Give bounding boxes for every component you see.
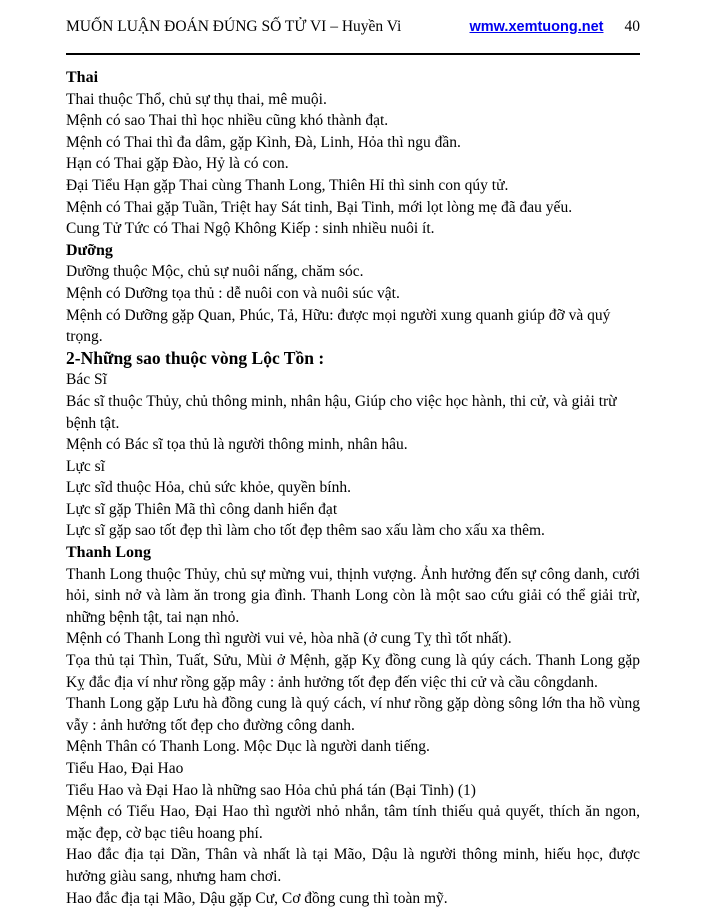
subsection-label-luc-si: Lực sĩ	[66, 457, 105, 475]
subsection-label-tieu-hao-dai-hao: Tiểu Hao, Đại Hao	[66, 760, 184, 777]
text-line: Dưỡng thuộc Mộc, chủ sự nuôi nấng, chăm sóc.	[66, 263, 364, 281]
section-heading-duong: Dưỡng	[66, 241, 113, 259]
website-link[interactable]: wmw.xemtuong.net	[469, 19, 604, 35]
text-line: Bác sĩ thuộc Thủy, chủ thông minh, nhân hậu, Giúp cho việc học hành, thi cử, và giải trừ bệnh tật.	[66, 392, 617, 432]
doc-title: MUỐN LUẬN ĐOÁN ĐÚNG SỐ TỬ VI – Huyền Vi	[66, 18, 402, 35]
text-line: Mệnh có sao Thai thì học nhiều cũng khó thành đạt.	[66, 112, 389, 130]
document-body	[66, 67, 640, 909]
text-line: Mệnh có Dưỡng tọa thủ : dễ nuôi con và nuôi súc vật.	[66, 284, 400, 302]
page-header	[66, 17, 640, 37]
page-number: 40	[624, 18, 640, 35]
text-paragraph: Thanh Long thuộc Thủy, chủ sự mừng vui, thịnh vượng. Ảnh hưởng đến sự công danh, cưới hỏi, sinh nở và làm ăn trong gia đình. Thanh Long còn là một sao cứu giải có thể giải trừ, những bệnh tật, tai nạn nhỏ.	[66, 565, 640, 626]
text-line: Đại Tiểu Hạn gặp Thai cùng Thanh Long, Thiên Hỉ thì sinh con qúy tử.	[66, 176, 509, 194]
text-line: Hao đắc địa tại Mão, Dậu gặp Cư, Cơ đồng cung thì toàn mỹ.	[66, 889, 448, 907]
subsection-label-bac-si: Bác Sĩ	[66, 371, 107, 389]
text-line: Mệnh có Dưỡng gặp Quan, Phúc, Tả, Hữu: được mọi người xung quanh giúp đỡ và quý trọng.	[66, 306, 611, 346]
text-line: Mệnh có Thai gặp Tuần, Triệt hay Sát tinh, Bại Tinh, mới lọt lòng mẹ đã đau yếu.	[66, 198, 573, 216]
text-paragraph: Hao đắc địa tại Dần, Thân và nhất là tại Mão, Dậu là người thông minh, hiếu học, được hưởng giàu sang, nhưng ham chơi.	[66, 846, 640, 885]
text-line: Lực sĩd thuộc Hỏa, chủ sức khỏe, quyền bính.	[66, 479, 351, 497]
text-line: Hạn có Thai gặp Đào, Hỷ là có con.	[66, 155, 289, 173]
text-line: Tiểu Hao và Đại Hao là những sao Hỏa chủ phá tán (Bại Tinh) (1)	[66, 781, 476, 799]
text-line: Mệnh có Thai thì đa dâm, gặp Kình, Đà, Linh, Hỏa thì ngu đần.	[66, 133, 461, 151]
section-heading-thai: Thai	[66, 69, 99, 86]
text-line: Mệnh Thân có Thanh Long. Mộc Dục là người danh tiếng.	[66, 738, 430, 756]
section-heading-thanh-long: Thanh Long	[66, 544, 151, 562]
section-heading-loc-ton: 2-Những sao thuộc vòng Lộc Tồn :	[66, 347, 325, 368]
text-line: Thai thuộc Thổ, chủ sự thụ thai, mê muội.	[66, 90, 327, 108]
text-paragraph: Tọa thủ tại Thìn, Tuất, Sửu, Mùi ở Mệnh, gặp Kỵ đồng cung là qúy cách. Thanh Long gặp Kỵ đắc địa ví như rồng gặp mây : ảnh hưởng tốt đẹp đến việc thi cử và cầu côngdanh.	[66, 652, 640, 691]
text-paragraph: Thanh Long gặp Lưu hà đồng cung là quý cách, ví như rồng gặp dòng sông lớn tha hồ vùng vẫy : ảnh hưởng tốt đẹp cho đường công danh.	[66, 695, 640, 734]
header-right-group	[470, 17, 641, 37]
text-line: Lực sĩ gặp Thiên Mã thì công danh hiển đạt	[66, 500, 338, 518]
text-line: Mệnh có Bác sĩ tọa thủ là người thông minh, nhân hâu.	[66, 436, 408, 454]
text-paragraph: Mệnh có Tiểu Hao, Đại Hao thì người nhỏ nhắn, tâm tính thiếu quả quyết, thích ăn ngon, mặc đẹp, cờ bạc tiêu hoang phí.	[66, 803, 640, 842]
text-line: Lực sĩ gặp sao tốt đẹp thì làm cho tốt đẹp thêm sao xấu làm cho xấu xa thêm.	[66, 522, 545, 540]
header-divider	[66, 53, 640, 55]
text-line: Cung Tử Tức có Thai Ngộ Không Kiếp : sinh nhiều nuôi ít.	[66, 220, 435, 238]
text-line: Mệnh có Thanh Long thì người vui vẻ, hòa nhã (ở cung Tỵ thì tốt nhất).	[66, 630, 512, 648]
